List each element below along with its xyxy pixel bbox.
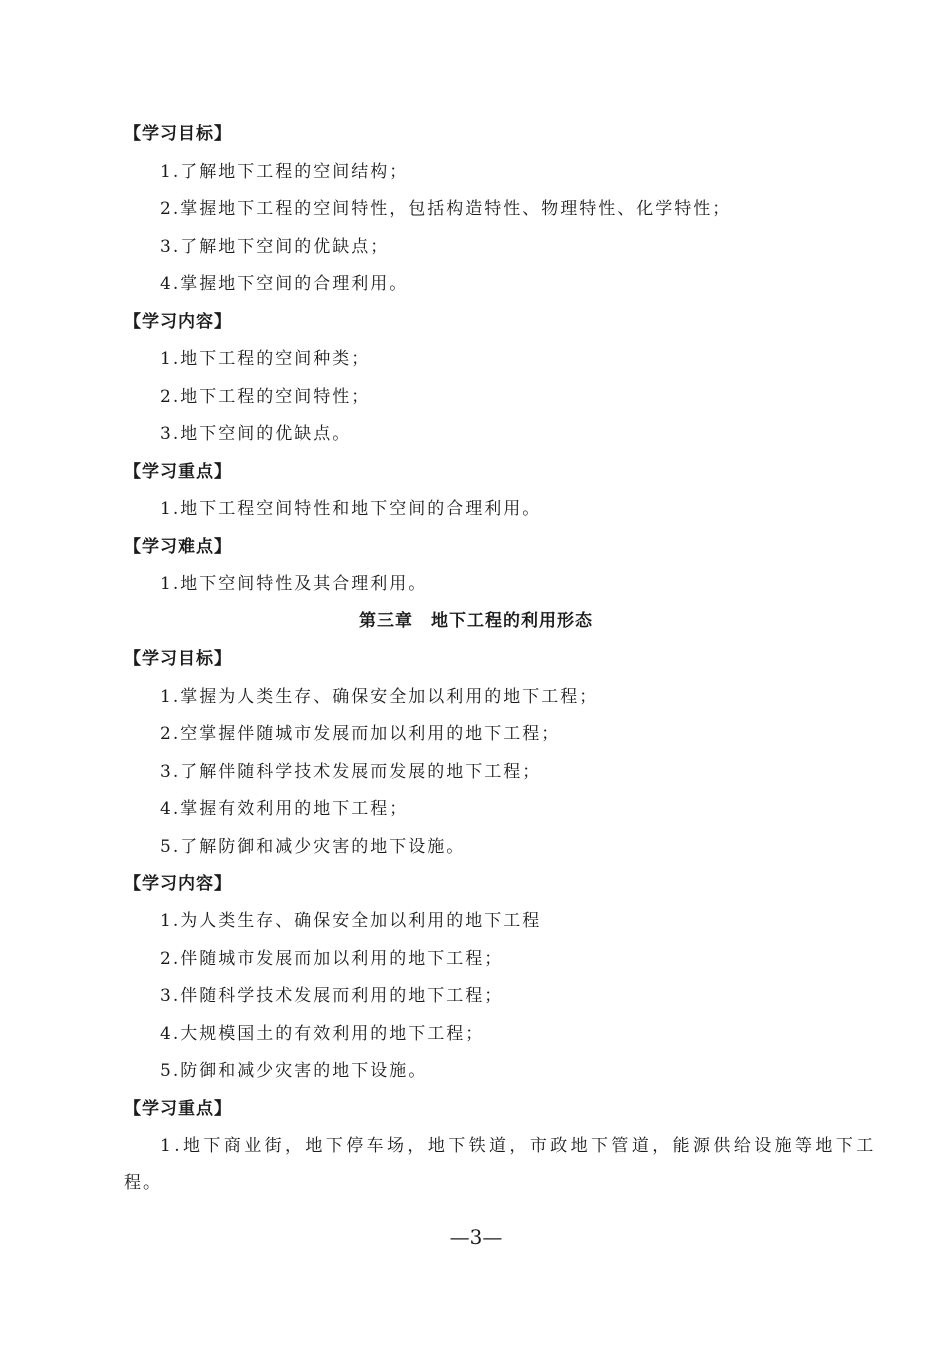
section-heading-content: 【学习内容】 (124, 874, 232, 894)
goal-item: 5.了解防御和减少灾害的地下设施。 (160, 837, 466, 857)
content-item: 2.地下工程的空间特性； (160, 387, 371, 407)
section-heading-difficult: 【学习难点】 (124, 537, 232, 557)
section-heading-key: 【学习重点】 (124, 462, 232, 482)
key-item-continuation: 程。 (124, 1173, 162, 1193)
goal-item: 1.了解地下工程的空间结构； (160, 162, 409, 182)
section-heading-goals: 【学习目标】 (124, 124, 232, 144)
difficult-item: 1.地下空间特性及其合理利用。 (160, 574, 428, 594)
goal-item: 4.掌握地下空间的合理利用。 (160, 274, 409, 294)
content-item: 4.大规模国土的有效利用的地下工程； (160, 1024, 485, 1044)
key-item: 1.地下工程空间特性和地下空间的合理利用。 (160, 499, 542, 519)
chapter-title: 第三章 地下工程的利用形态 (359, 611, 593, 631)
key-item: 1.地下商业街，地下停车场，地下铁道，市政地下管道，能源供给设施等地下工 (160, 1136, 877, 1156)
page-number: —3— (449, 1225, 503, 1249)
section-heading-content: 【学习内容】 (124, 312, 232, 332)
goal-item: 4.掌握有效利用的地下工程； (160, 799, 409, 819)
content-item: 1.地下工程的空间种类； (160, 349, 371, 369)
section-heading-key: 【学习重点】 (124, 1099, 232, 1119)
goal-item: 2.掌握地下工程的空间特性，包括构造特性、物理特性、化学特性； (160, 199, 732, 219)
section-heading-goals: 【学习目标】 (124, 649, 232, 669)
content-item: 2.伴随城市发展而加以利用的地下工程； (160, 949, 504, 969)
goal-item: 1.掌握为人类生存、确保安全加以利用的地下工程； (160, 687, 599, 707)
content-item: 3.伴随科学技术发展而利用的地下工程； (160, 986, 504, 1006)
goal-item: 3.了解伴随科学技术发展而发展的地下工程； (160, 762, 542, 782)
content-item: 5.防御和减少灾害的地下设施。 (160, 1061, 428, 1081)
content-item: 1.为人类生存、确保安全加以利用的地下工程 (160, 911, 542, 931)
content-item: 3.地下空间的优缺点。 (160, 424, 352, 444)
goal-item: 3.了解地下空间的优缺点； (160, 237, 390, 257)
goal-item: 2.空掌握伴随城市发展而加以利用的地下工程； (160, 724, 561, 744)
